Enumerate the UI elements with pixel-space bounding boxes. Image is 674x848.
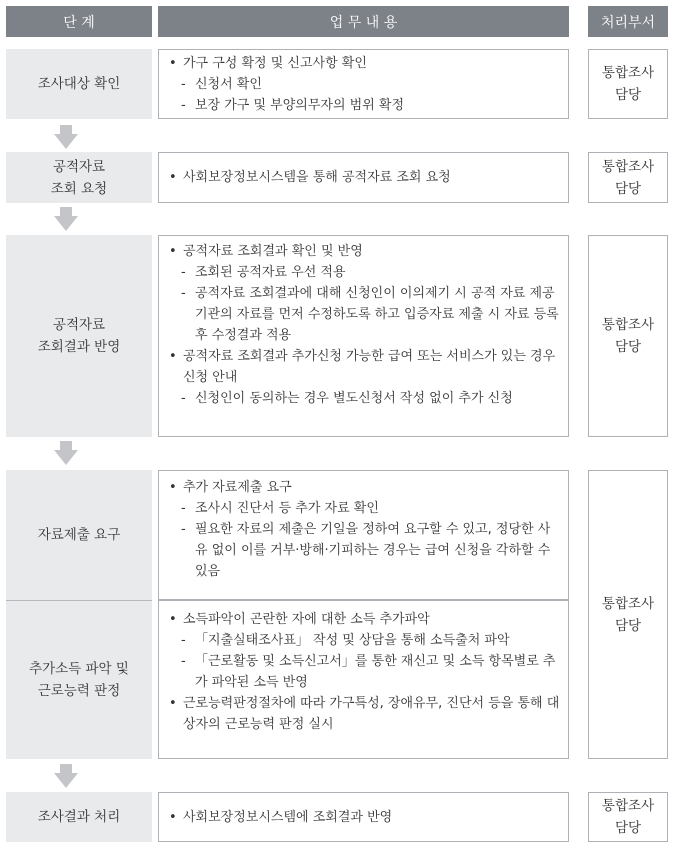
content-item: • 근로능력판정절차에 따라 가구특성, 장애유무, 진단서 등을 통해 대상자의 근로능력 판정 실시 — [169, 696, 560, 732]
content-box-1 — [158, 49, 569, 119]
content-subitem: - 보장 가구 및 부양의무자의 범위 확정 — [181, 98, 405, 113]
content-box-6 — [158, 792, 569, 842]
header-dept: 처리부서 — [588, 6, 668, 37]
dept-3: 통합조사 담당 — [588, 235, 668, 437]
flow-arrow-icon — [54, 764, 78, 788]
content-subitem: - 필요한 자료의 제출은 기일을 정하여 요구할 수 있고, 정당한 사유 없이 이를 거부·방해·기피하는 경우는 급여 신청을 각하할 수 있음 — [181, 522, 551, 579]
content-box-3 — [158, 235, 569, 437]
dept-1: 통합조사 담당 — [588, 49, 668, 119]
header-content: 업 무 내 용 — [158, 6, 569, 37]
content-box-4 — [158, 470, 569, 600]
content-item: • 소득파악이 곤란한 자에 대한 소득 추가파악 — [169, 612, 430, 627]
content-subitem: - 조사시 진단서 등 추가 자료 확인 — [181, 501, 379, 516]
content-item: • 공적자료 조회결과 추가신청 가능한 급여 또는 서비스가 있는 경우 신청 안내 — [169, 349, 556, 385]
content-subitem: - 신청서 확인 — [181, 77, 262, 92]
content-subitem: - 「지출실태조사표」 작성 및 상담을 통해 소득출처 파악 — [181, 633, 510, 648]
content-subitem: - 조회된 공적자료 우선 적용 — [181, 265, 346, 280]
flow-arrow-icon — [54, 125, 78, 149]
content-item: • 사회보장정보시스템을 통해 공적자료 조회 요청 — [169, 170, 451, 185]
stage-1: 조사대상 확인 — [6, 49, 152, 119]
dept-merged: 통합조사 담당 — [588, 470, 668, 759]
header-stage: 단 계 — [6, 6, 152, 37]
stage-6: 조사결과 처리 — [6, 792, 152, 842]
dept-2: 통합조사 담당 — [588, 152, 668, 203]
content-box-5 — [158, 600, 569, 759]
content-subitem: - 공적자료 조회결과에 대해 신청인이 이의제기 시 공적 자료 제공기관의 자료를 먼저 수정하도록 하고 입증자료 제출 시 자료 등록 후 수정결과 적용 — [181, 286, 559, 343]
content-subitem: - 신청인이 동의하는 경우 별도신청서 작성 없이 추가 신청 — [181, 391, 513, 406]
content-item: • 가구 구성 확정 및 신고사항 확인 — [169, 56, 367, 71]
stage-4: 자료제출 요구 — [6, 470, 152, 600]
content-subitem: - 「근로활동 및 소득신고서」를 통한 재신고 및 소득 항목별로 추가 파악된 소득 반영 — [181, 654, 556, 690]
stage-3: 공적자료 조회결과 반영 — [6, 235, 152, 437]
stage-2: 공적자료 조회 요청 — [6, 152, 152, 203]
content-item: • 공적자료 조회결과 확인 및 반영 — [169, 244, 363, 259]
dept-6: 통합조사 담당 — [588, 792, 668, 842]
stage-5: 추가소득 파악 및 근로능력 판정 — [6, 601, 152, 759]
content-box-2 — [158, 152, 569, 203]
content-item: • 사회보장정보시스템에 조회결과 반영 — [169, 809, 393, 825]
flow-arrow-icon — [54, 441, 78, 465]
flow-arrow-icon — [54, 207, 78, 231]
content-item: • 추가 자료제출 요구 — [169, 480, 292, 495]
